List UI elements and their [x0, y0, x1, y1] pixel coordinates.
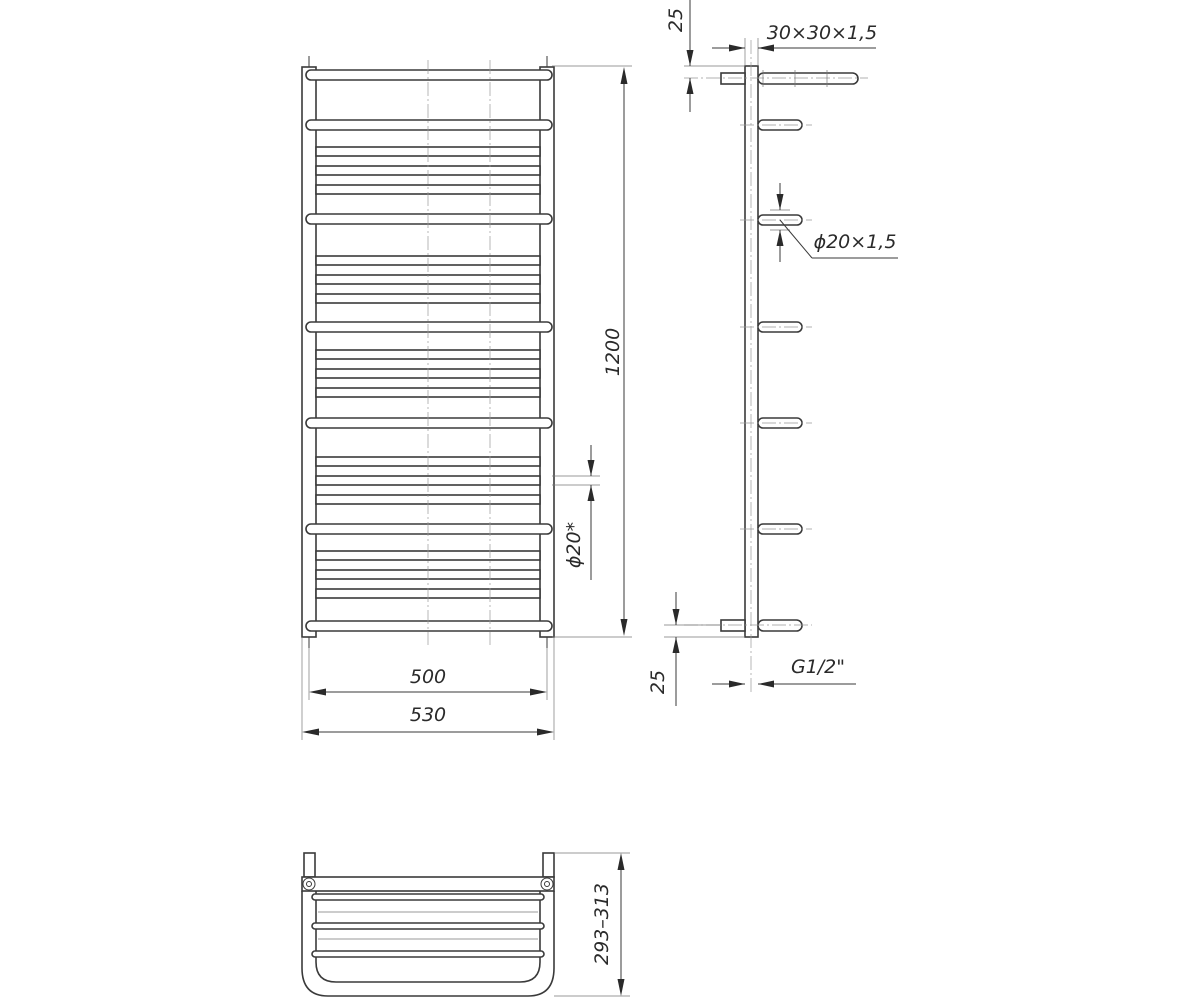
dim-bottom-offset: 25: [647, 669, 669, 695]
top-view: [302, 853, 630, 996]
dim-crossbar-tube: ϕ20×1,5: [813, 231, 897, 253]
left-collector: [302, 67, 316, 637]
dim-thread: G1/2": [790, 656, 846, 678]
front-view: [302, 56, 632, 740]
dim-depth-range: 293–313: [591, 882, 613, 966]
side-collector: [745, 66, 758, 637]
side-view: [647, 0, 898, 706]
right-collector: [540, 67, 554, 637]
dim-height-total: 1200: [602, 327, 624, 377]
dim-width-axis: 500: [409, 666, 447, 688]
dim-pipe-diameter: ϕ20*: [563, 521, 585, 569]
dim-top-offset: 25: [665, 7, 687, 33]
dim-width-total: 530: [409, 704, 447, 726]
dim-profile-size: 30×30×1,5: [766, 22, 878, 44]
